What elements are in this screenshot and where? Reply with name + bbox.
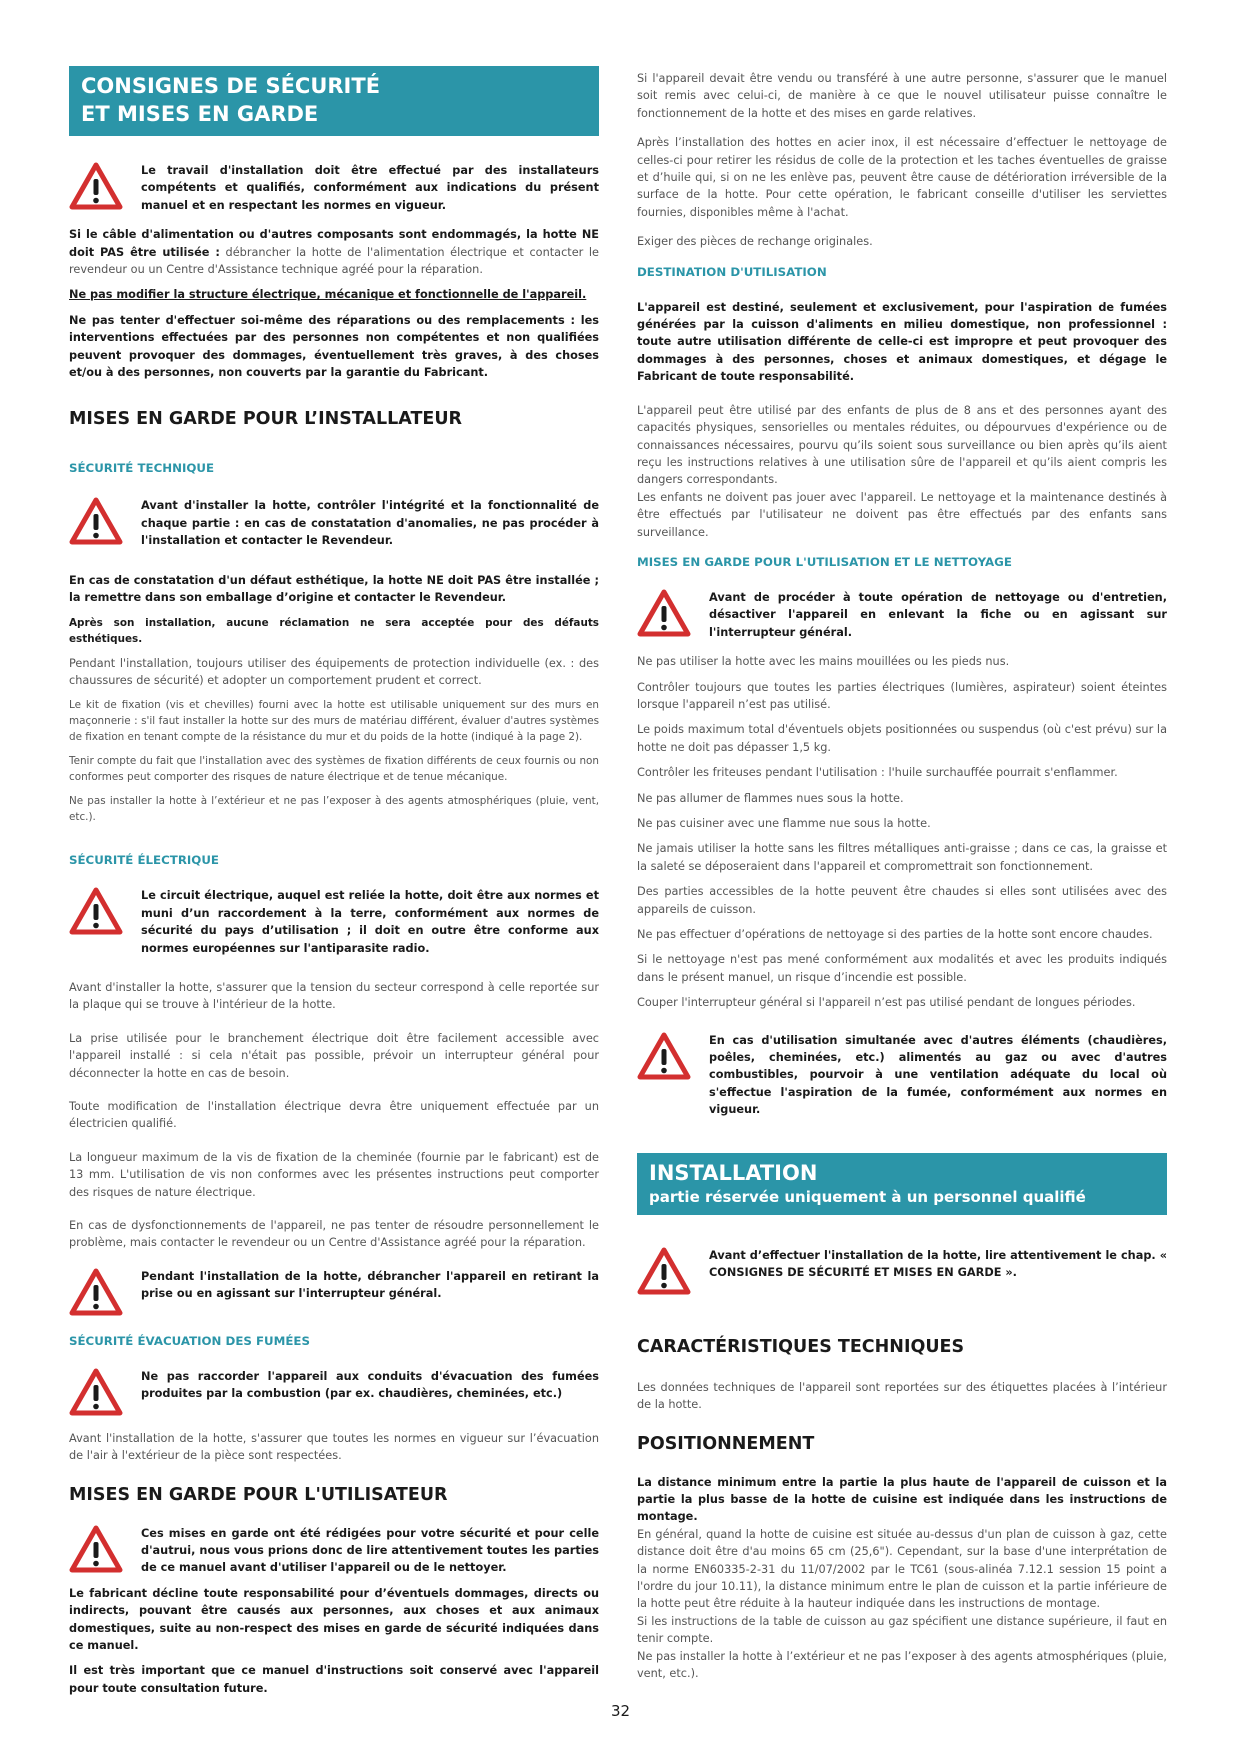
warning-text: Ces mises en garde ont été rédigées pour votre sécurité et pour celle d'autrui, nous vous prions donc de lire attentivement toutes les parties de ce manuel avant d'utiliser l'appareil ou de le nettoyer. [141, 1526, 599, 1575]
specs-text: Les données techniques de l'appareil sont reportées sur des étiquettes placées à l’intérieur de la hotte. [637, 1380, 1167, 1412]
warning-block-intro [69, 162, 599, 214]
fixing-kit-text: Le kit de fixation (vis et chevilles) fourni avec la hotte est utilisable uniquement sur des murs en maçonnerie : s'il faut installer la hotte sur des murs de matériau différent, évaluer d'autres systèmes de fixation en tenant compte de la résistance du mur et du poids de la hotte (indiqué à la page 2). [69, 699, 599, 744]
warning-block-elec [69, 887, 599, 957]
warning-text: Le travail d'installation doit être effectué par des installateurs compétents et qualifiés, conformément aux indications du présent manuel et en respectant les normes en vigueur. [141, 164, 599, 212]
warning-block-fumes [69, 1368, 599, 1416]
spare-text: Exiger des pièces de rechange originales. [637, 235, 873, 249]
warning-text: Avant d’effectuer l'installation de la hotte, lire attentivement le chap. « CONSIGNES DE SÉCURITÉ ET MISES EN GARDE ». [709, 1248, 1167, 1280]
inox-text: Après l’installation des hottes en acier inox, il est nécessaire d’effectuer le nettoyage de celles-ci pour retirer les résidus de colle de la protection et les taches éventuelles de graisse et d’huile qui, si on ne les enlève pas, peuvent être cause de détérioration irréversible de la surface de la hotte. Pour cette opération, le fabricant conseille d'utiliser les serviettes fournies, disponibles même à l'achat. [637, 136, 1167, 219]
electrician-text: Toute modification de l'installation électrique devra être uniquement effectuée par un électricien qualifié. [69, 1099, 599, 1131]
no-flame-cook-text: Ne pas cuisiner avec une flamme nue sous la hotte. [637, 817, 931, 830]
dest-heading: DESTINATION D'UTILISATION [637, 264, 827, 279]
fixing-risk-text: Tenir compte du fait que l'installation avec des systèmes de fixation différents de ceux fournis ou non conformes peut comporter des risques de nature électrique et de tenue mécanique. [69, 755, 599, 784]
warning-block-clean [637, 589, 1167, 641]
banner-title-line1: CONSIGNES DE SÉCURITÉ [81, 74, 381, 98]
liability-text: Le fabricant décline toute responsabilité pour d’éventuels dommages, directs ou indirects, pouvant être causés aux personnes, aux choses et aux animaux domestiques, suite au non-respect des mises en garde de sécurité indiquées dans ce manuel. [69, 1586, 599, 1653]
positioning-text-3: Ne pas installer la hotte à l’extérieur et ne pas l’exposer à des agents atmosphériques (pluie, vent, etc.). [637, 1649, 1167, 1680]
lights-off-text: Contrôler toujours que toutes les parties électriques (lumières, aspirateur) soient éteintes lorsque l'appareil n’est pas utilisé. [637, 680, 1167, 711]
warning-text: Le circuit électrique, auquel est reliée la hotte, doit être aux normes et muni d’un raccordement à la terre, conformément aux normes de sécurité du pays d’utilisation ; il doit en outre être conforme aux normes européennes sur l'antiparasite radio. [141, 889, 599, 955]
socket-text: La prise utilisée pour le branchement électrique doit être facilement accessible avec l'appareil installé : si cela n'était pas possible, prévoir un interrupteur général pour déconnecter la hotte en cas de besoin. [69, 1031, 599, 1080]
specs-heading: CARACTÉRISTIQUES TECHNIQUES [637, 1336, 965, 1357]
warning-triangle-icon [69, 1525, 123, 1573]
weight-text: Le poids maximum total d'éventuels objets positionnées ou suspendus (où c'est prévu) sur la hotte ne doit pas dépasser 1,5 kg. [637, 723, 1167, 754]
warning-block-install [637, 1247, 1167, 1295]
no-modify-text: Ne pas modifier la structure électrique, mécanique et fonctionnelle de l'appareil. [69, 288, 587, 302]
installation-banner [637, 1153, 1167, 1215]
fire-risk-text: Si le nettoyage n'est pas mené conformément aux modalités et avec les produits indiqués dans le présent manuel, un risque d’incendie est possible. [637, 953, 1167, 984]
fumes-text: Avant l'installation de la hotte, s'assurer que toutes les normes en vigueur sur l’évacuation de l'air à l'extérieur de la pièce sont respectées. [69, 1431, 599, 1463]
installation-subtitle: partie réservée uniquement à un personnel qualifié [649, 1187, 1086, 1206]
warning-text: Ne pas raccorder l'appareil aux conduits d'évacuation des fumées produites par la combustion (par ex. chaudières, cheminées, etc.) [141, 1369, 599, 1401]
warning-triangle-icon [69, 162, 123, 210]
sold-text: Si l'appareil devait être vendu ou transféré à une autre personne, s'assurer que le manuel soit remis avec celui-ci, de manière à ce que le nouvel utilisateur puisse connaître le fonctionnement de la hotte et des mises en garde relatives. [637, 72, 1167, 120]
warning-text: Avant de procéder à toute opération de nettoyage ou d'entretien, désactiver l'appareil en enlevant la fiche ou en agissant sur l'interrupteur général. [709, 590, 1167, 639]
cable-paragraph [69, 226, 599, 278]
no-flames-text: Ne pas allumer de flammes nues sous la hotte. [637, 791, 904, 805]
fumes-heading: SÉCURITÉ ÉVACUATION DES FUMÉES [69, 1333, 310, 1348]
cable-bold: Si le câble d'alimentation ou d'autres composants sont endommagés, la hotte NE doit PAS être utilisée : [69, 228, 599, 259]
outdoor-text: Ne pas installer la hotte à l’extérieur et ne pas l’exposer à des agents atmosphériques (pluie, vent, etc.). [69, 795, 599, 824]
right-column [637, 70, 1167, 1690]
warning-text: En cas d'utilisation simultanée avec d'autres éléments (chaudières, poêles, cheminées, etc.) alimentés au gaz ou avec d'autres combustibles, pourvoir à une ventilation adéquate du local où s'effectue l'aspiration de la fumée, conformément aux normes en vigueur. [709, 1033, 1167, 1117]
keep-manual-text: Il est très important que ce manuel d'instructions soit conservé avec l'appareil pour toute consultation future. [69, 1664, 599, 1695]
installation-title: INSTALLATION [649, 1160, 818, 1185]
children2-text: Les enfants ne doivent pas jouer avec l'appareil. Le nettoyage et la maintenance destinés à être effectués par l'utilisateur ne doivent pas être effectués par des enfants sans surveillance. [637, 490, 1167, 539]
switch-off-text: Couper l'interrupteur général si l'appareil n’est pas utilisé pendant de longues périodes. [637, 996, 1136, 1010]
installer-heading: MISES EN GARDE POUR L’INSTALLATEUR [69, 409, 463, 430]
clean-heading: MISES EN GARDE POUR L'UTILISATION ET LE NETTOYAGE [637, 554, 1012, 569]
dest-bold-text: L'appareil est destiné, seulement et exclusivement, pour l'aspiration de fumées générées par la cuisson d'aliments en milieu domestique, non professionnel : toute autre utilisation différente de celle-ci est impropre et peut provoquer des dommages à des personnes, choses et animaux domestiques, et dégage le Fabricant de toute responsabilité. [637, 300, 1167, 384]
warning-triangle-icon [637, 1032, 691, 1080]
elec-heading: SÉCURITÉ ÉLECTRIQUE [69, 853, 219, 868]
warning-block-unplug [69, 1268, 599, 1316]
malfunction-text: En cas de dysfonctionnements de l'appareil, ne pas tenter de résoudre personnellement le problème, mais contacter le revendeur ou un Centre d'Assistance agréé pour la réparation. [69, 1219, 599, 1250]
positioning-heading: POSITIONNEMENT [637, 1433, 815, 1454]
user-heading: MISES EN GARDE POUR L'UTILISATEUR [69, 1484, 448, 1505]
positioning-text-1: En général, quand la hotte de cuisine est située au-dessus d'un plan de cuisson à gaz, cette distance doit être d'au moins 65 cm (25,6"). Cependant, sur la base d'une interprétation de la norme EN60335-2-31 du 11/07/2002 par le TC61 (sous-alinéa 7.12.1 session 15 point a l'ordre du jour 10.11), la distance minimum entre le plan de cuisson et la partie inférieure de la hotte peut être réduite à la hauteur indiquée dans les instructions de montage. [637, 1527, 1167, 1611]
left-column [69, 66, 599, 1705]
no-claim-text: Après son installation, aucune réclamation ne sera acceptée pour des défauts esthétiques. [69, 616, 599, 645]
hot-parts-text: Des parties accessibles de la hotte peuvent être chaudes si elles sont utilisées avec des appareils de cuisson. [637, 885, 1167, 916]
voltage-text: Avant d'installer la hotte, s'assurer que la tension du secteur correspond à celle reportée sur la plaque qui se trouve à l'intérieur de la hotte. [69, 980, 599, 1012]
no-repair-text: Ne pas tenter d'effectuer soi-même des réparations ou des remplacements : les interventions effectuées par des personnes non compétentes et non qualifiées peuvent provoquer des dommages, éventuellement très graves, à des choses et/ou à des personnes, non couverts par la garantie du Fabricant. [69, 313, 599, 380]
warning-block-gas [637, 1032, 1167, 1119]
warning-block-tech [69, 497, 599, 549]
banner-title-line2: ET MISES EN GARDE [81, 102, 319, 126]
warning-triangle-icon [637, 1247, 691, 1295]
positioning-bold-text: La distance minimum entre la partie la plus haute de l'appareil de cuisson et la partie la plus basse de la hotte de cuisine est indiquée dans les instructions de montage. [637, 1475, 1167, 1524]
protection-text: Pendant l'installation, toujours utiliser des équipements de protection individuelle (ex. : des chaussures de sécurité) et adopter un comportement prudent et correct. [69, 656, 599, 687]
positioning-text-2: Si les instructions de la table de cuisson au gaz spécifient une distance supérieure, il faut en tenir compte. [637, 1614, 1167, 1646]
cable-text: débrancher la hotte de l'alimentation électrique et contacter le revendeur ou un Centre d'Assistance technique agréé pour la réparation. [69, 245, 600, 277]
fryers-text: Contrôler les friteuses pendant l'utilisation : l'huile surchauffée pourrait s'enflammer. [637, 766, 1118, 780]
defect-text: En cas de constatation d'un défaut esthétique, la hotte NE doit PAS être installée ; la remettre dans son emballage d’origine et contacter le Revendeur. [69, 573, 599, 605]
warning-triangle-icon [69, 497, 123, 545]
screw-text: La longueur maximum de la vis de fixation de la cheminée (fournie par le fabricant) est de 13 mm. L'utilisation de vis non conformes avec les présentes instructions peut comporter des risques de nature électrique. [69, 1150, 599, 1199]
filters-text: Ne jamais utiliser la hotte sans les filtres métalliques anti-graisse ; dans ce cas, la graisse et la saleté se déposeraient dans l'appareil et compromettrait son fonctionnement. [637, 842, 1167, 873]
page-number: 32 [610, 1702, 631, 1720]
warning-triangle-icon [69, 1268, 123, 1316]
warning-text: Pendant l'installation de la hotte, débrancher l'appareil en retirant la prise ou en agissant sur l'interrupteur général. [141, 1269, 599, 1301]
no-clean-hot-text: Ne pas effectuer d’opérations de nettoyage si des parties de la hotte sont encore chaudes. [637, 928, 1153, 942]
warning-triangle-icon [637, 589, 691, 637]
wet-hands-text: Ne pas utiliser la hotte avec les mains mouillées ou les pieds nus. [637, 655, 1010, 669]
safety-banner [69, 66, 599, 136]
warning-text: Avant d'installer la hotte, contrôler l'intégrité et la fonctionnalité de chaque partie : en cas de constatation d'anomalies, ne pas procéder à l'installation et contacter le Revendeur. [141, 499, 599, 548]
tech-heading: SÉCURITÉ TECHNIQUE [69, 461, 215, 476]
warning-triangle-icon [69, 1368, 123, 1416]
warning-triangle-icon [69, 887, 123, 935]
warning-block-user [69, 1525, 599, 1577]
children-text: L'appareil peut être utilisé par des enfants de plus de 8 ans et des personnes ayant des capacités physiques, sensorielles ou mentales réduites, ou dépourvues d'expérience ou de connaissances nécessaires, pourvu qu’ils soient sous surveillance ou bien après qu’ils aient reçu les instructions relatives à une utilisation sûre de l'appareil et qu’ils aient compris les dangers correspondants. [637, 403, 1167, 487]
